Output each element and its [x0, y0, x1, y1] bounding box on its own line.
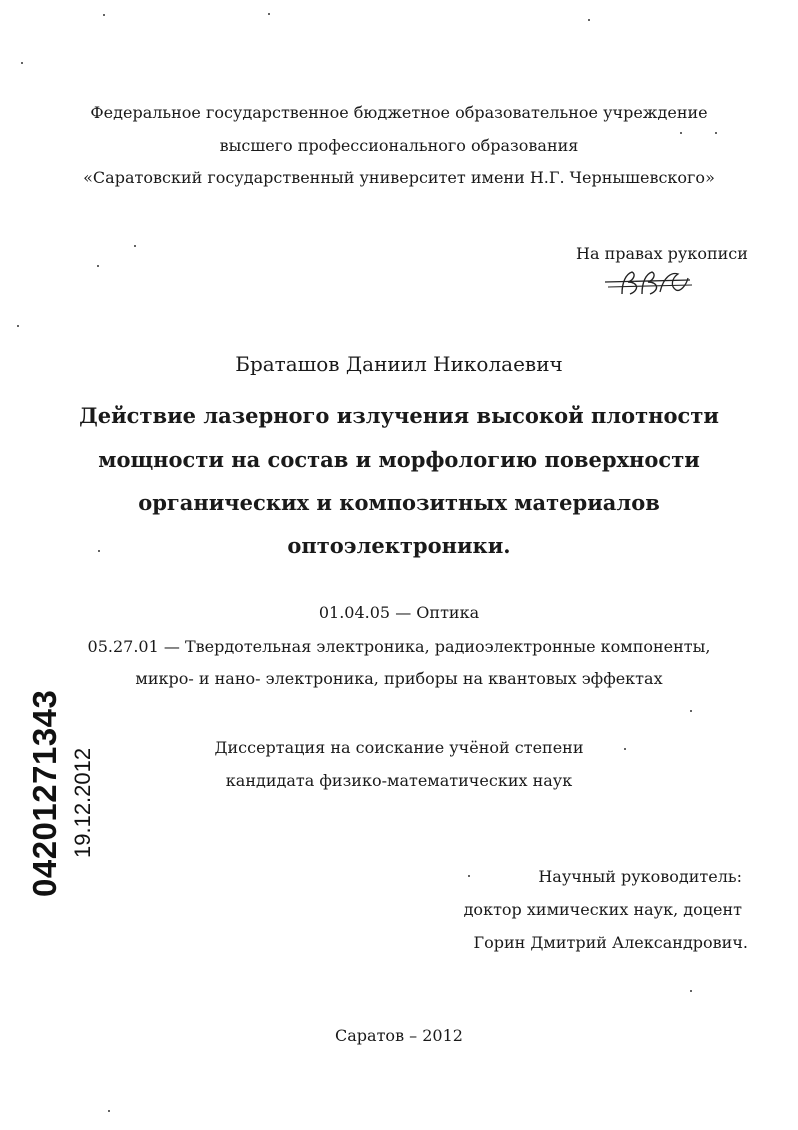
dissertation-title-line-1: Действие лазерного излучения высокой плотности — [79, 403, 719, 428]
supervisor-title: доктор химических наук, доцент — [463, 900, 742, 919]
stamp-number: 04201271343 — [26, 689, 63, 897]
institution-line-2: высшего профессионального образования — [219, 136, 579, 155]
supervisor-label: Научный руководитель: — [538, 867, 742, 886]
scan-speck — [103, 14, 105, 16]
scan-speck — [588, 19, 590, 21]
scan-speck — [690, 990, 692, 992]
manuscript-note: На правах рукописи — [576, 244, 748, 263]
dissertation-title-line-4: оптоэлектроники. — [287, 533, 511, 558]
degree-line-1: Диссертация на соискание учёной степени — [214, 738, 584, 757]
scan-speck — [268, 13, 270, 15]
dissertation-title-line-2: мощности на состав и морфологию поверхности — [98, 447, 700, 472]
dissertation-title-line-3: органических и композитных материалов — [138, 490, 660, 515]
institution-line-3: «Саратовский государственный университет имени Н.Г. Чернышевского» — [83, 168, 715, 187]
stamp-date: 19.12.2012 — [70, 747, 95, 858]
author-name: Браташов Даниил Николаевич — [235, 352, 563, 376]
signature — [600, 266, 700, 298]
scan-speck — [624, 748, 626, 750]
scan-speck — [690, 710, 692, 712]
scan-speck — [98, 550, 100, 552]
scan-speck — [21, 62, 23, 64]
scan-speck — [468, 875, 470, 877]
degree-line-2: кандидата физико-математических наук — [225, 771, 573, 790]
specialty-line-2: 05.27.01 — Твердотельная электроника, радиоэлектронные компоненты, — [87, 637, 711, 656]
scan-speck — [715, 132, 717, 134]
scan-speck — [108, 1110, 110, 1112]
specialty-line-3: микро- и нано- электроника, приборы на квантовых эффектах — [135, 669, 663, 688]
scan-speck — [17, 325, 19, 327]
specialty-line-1: 01.04.05 — Оптика — [318, 603, 480, 622]
scan-speck — [134, 245, 136, 247]
city-year: Саратов – 2012 — [335, 1026, 463, 1045]
scan-speck — [680, 132, 682, 134]
scan-speck — [97, 265, 99, 267]
institution-line-1: Федеральное государственное бюджетное образовательное учреждение — [90, 103, 708, 122]
supervisor-name: Горин Дмитрий Александрович. — [473, 933, 748, 952]
